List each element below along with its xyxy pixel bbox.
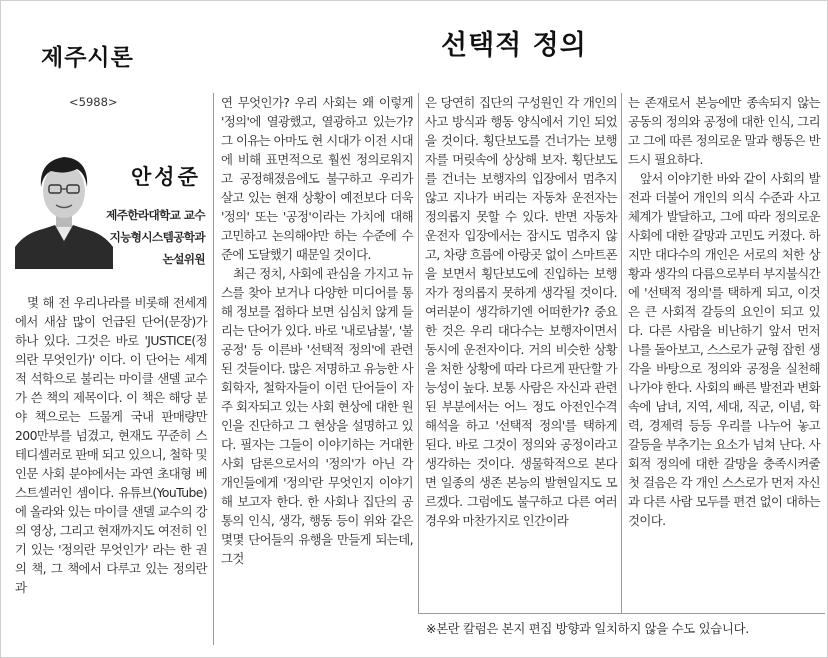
column-divider: [621, 93, 622, 613]
author-name: 안성준: [131, 165, 201, 189]
column-title: 제주시론: [41, 45, 134, 71]
body-paragraph: 최근 정치, 사회에 관심을 가지고 뉴스를 찾아 보거나 다양한 미디어를 통해 정보를 접하다 보면 심심치 않게 들리는 단어가 있다. 바로 '내로남불', '불공정' 등 이른바 '선택적 정의'에 관련된 것들이다. 많은 저명하고 유능한 사회학자, 철학자들이 이런 단어들이 자주 회자되고 있는 사회 현상에 대한 원인을 진단하고 그 현상을 설명하고 있다. 필자는 그들이 이야기하는 거대한 사회 담론으로서의 '정의'가 아닌 각 개인들에게 '정의'란 무엇인지 이야기해 보고자 한다. 한 사회나 집단의 공통의 인식, 생각, 행동 등이 위와 같은 몇몇 단어들의 유행을 만들게 되는데, 그것: [221, 266, 413, 566]
body-column-2: [221, 93, 413, 568]
body-column-4: [628, 93, 820, 530]
disclaimer-note: ※본란 칼럼은 본지 편집 방향과 일치하지 않을 수도 있습니다.: [426, 621, 749, 636]
author-portrait: [15, 129, 113, 269]
author-affiliation-department: 지능형시스템공학과: [109, 230, 205, 244]
body-column-3: [425, 93, 617, 530]
column-divider: [213, 93, 214, 645]
body-paragraph: 은 당연히 집단의 구성원인 각 개인의 사고 방식과 행동 양식에서 기인 되었을 것이다. 횡단보도를 건너가는 보행자를 머릿속에 상상해 보자. 횡단보도를 건너는 보행자의 입장에서 멈추지 않고 지나가 버리는 자동차 운전자는 정의롭지 못할 수 있다. 반면 자동차 운전자 입장에서는 잠시도 멈추지 않고, 차량 흐름에 아랑곳 없이 스마트폰을 보면서 횡단보도에 진입하는 보행자가 정의롭지 못하게 생각될 것이다. 여러분이 생각하기엔 어떠한가? 중요한 것은 우리 대다수는 보행자이면서 동시에 운전자이다. 거의 비슷한 상황을 처한 상황에 따라 다르게 판단할 가능성이 높다. 보통 사람은 자신과 관련된 부분에서는 어느 정도 아전인수격 해석을 하고 '선택적 정의'를 택하게 된다. 바로 그것이 정의와 공정이라고 생각하는 것이다. 생물학적으로 본다면 일종의 생존 본능의 발현일지도 모르겠다. 그럼에도 불구하고 다른 여러 경우와 마찬가지로 인간이라: [425, 95, 617, 528]
article-headline: 선택적 정의: [441, 30, 587, 61]
disclaimer-divider: [418, 613, 825, 614]
body-paragraph: 는 존재로서 본능에만 종속되지 않는 공동의 정의와 공정에 대한 인식, 그리고 그에 따른 정의로운 말과 행동은 반드시 필요하다.: [628, 95, 820, 167]
column-divider: [418, 93, 419, 613]
body-paragraph: 몇 해 전 우리나라를 비롯해 전세계에서 새삼 많이 언급된 단어(문장)가 하나 있다. 그것은 바로 'JUSTICE(정의란 무엇인가)' 이다. 이 단어는 세계적 석학으로 불리는 마이클 샌델 교수가 쓴 책의 제목이다. 이 책은 해당 분야 책으로는 드물게 국내 판매량만 200만부를 넘겼고, 현재도 꾸준히 스테디셀러로 판매 되고 있으니, 철학 및 인문 사회 분야에서는 과연 초대형 베스트셀러인 셈이다. 유튜브(YouTube)에 올라와 있는 마이클 샌델 교수의 강의 영상, 그리고 현재까지도 여전히 인기 있는 '정의란 무엇인가' 라는 한 권의 책, 그 책에서 다루고 있는 정의란 과: [15, 295, 207, 595]
author-affiliation-university: 제주한라대학교 교수: [106, 208, 205, 222]
body-paragraph: 연 무엇인가? 우리 사회는 왜 이렇게 '정의'에 열광했고, 열광하고 있는가? 그 이유는 아마도 현 시대가 이전 시대에 비해 표면적으로 훨씬 정의로워지고 공정해졌음에도 불구하고 우리가 살고 있는 현재 상황이 예전보다 더욱 '정의' 또는 '공정'이라는 가치에 대해 고민하고 논의해야만 하는 수준에 수준에 도달했기 때문일 것이다.: [221, 95, 413, 262]
author-affiliation-editorial: 논설위원: [162, 252, 205, 266]
body-column-1: [15, 293, 207, 597]
body-paragraph: 앞서 이야기한 바와 같이 사회의 발전과 더불어 개인의 의식 수준과 사고 체계가 발달하고, 그에 따라 정의로운 사회에 대한 갈망과 고민도 커졌다. 하지만 대다수의 개인은 서로의 처한 상황과 생각의 다름으로부터 부지불식간에 '선택적 정의'를 택하게 되고, 이것은 큰 사회적 갈등의 요인이 되고 있다. 다른 사람을 비난하기 앞서 먼저 나를 돌아보고, 스스로가 균형 잡힌 생각을 바탕으로 정의와 공정을 실천해 나가야 한다. 사회의 빠른 발전과 변화 속에 남녀, 지역, 세대, 직군, 이념, 학력, 경제력 등등 우리를 나누어 놓고 갈등을 부추기는 요소가 넘쳐 난다. 사회적 정의에 대한 갈망을 충족시켜줄 첫 걸음은 각 개인 스스로가 먼저 자신과 다른 사람 모두를 편견 없이 대하는 것이다.: [628, 171, 820, 528]
column-issue-number: <5988>: [69, 95, 118, 109]
